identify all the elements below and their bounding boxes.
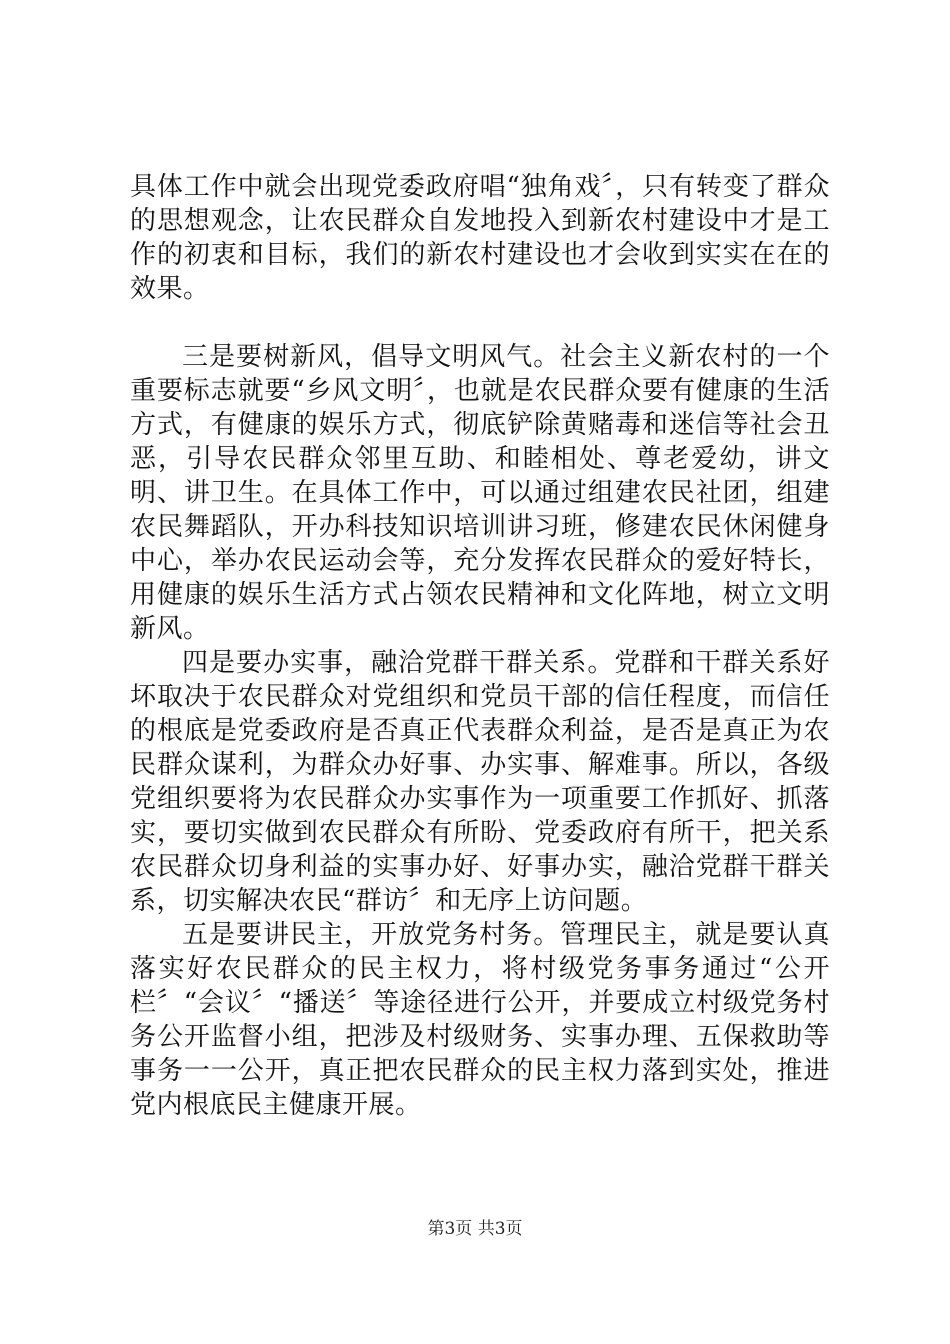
page-number-footer: 第3页 共3页	[427, 1219, 523, 1239]
paragraph-continuation: 具体工作中就会出现党委政府唱“独角戏〞，只有转变了群众的思想观念，让农民群众自发地投入到新农村建设中才是工作的初衷和目标，我们的新农村建设也才会收到实实在在的效果。	[130, 172, 830, 304]
paragraph-practical-matters: 四是要办实事，融洽党群干群关系。党群和干群关系好坏取决于农民群众对党组织和党员干部的信任程度，而信任的根底是党委政府是否真正代表群众利益，是否是真正为农民群众谋利，为群众办好事、办实事、解难事。所以，各级党组织要将为农民群众办实事作为一项重要工作抓好、抓落实，要切实做到农民群众有所盼、党委政府有所干，把关系农民群众切身利益的实事办好、好事办实，融洽党群干群关系，切实解决农民“群访〞和无序上访问题。	[130, 648, 830, 916]
document-body	[130, 170, 830, 1122]
paragraph-democracy: 五是要讲民主，开放党务村务。管理民主，就是要认真落实好农民群众的民主权力，将村级党务事务通过“公开栏〞“会议〞“播送〞等途径进行公开，并要成立村级党务村务公开监督小组，把涉及村级财务、实事办理、五保救助等事务一一公开，真正把农民群众的民主权力落到实处，推进党内根底民主健康开展。	[130, 920, 830, 1120]
paragraph-gap	[130, 306, 830, 340]
paragraph-new-customs: 三是要树新风，倡导文明风气。社会主义新农村的一个重要标志就要“乡风文明〞，也就是农民群众要有健康的生活方式，有健康的娱乐方式，彻底铲除黄赌毒和迷信等社会丑恶，引导农民群众邻里互助、和睦相处、尊老爱幼，讲文明、讲卫生。在具体工作中，可以通过组建农民社团，组建农民舞蹈队，开办科技知识培训讲习班，修建农民休闲健身中心，举办农民运动会等，充分发挥农民群众的爱好特长，用健康的娱乐生活方式占领农民精神和文化阵地，树立文明新风。	[130, 342, 830, 644]
